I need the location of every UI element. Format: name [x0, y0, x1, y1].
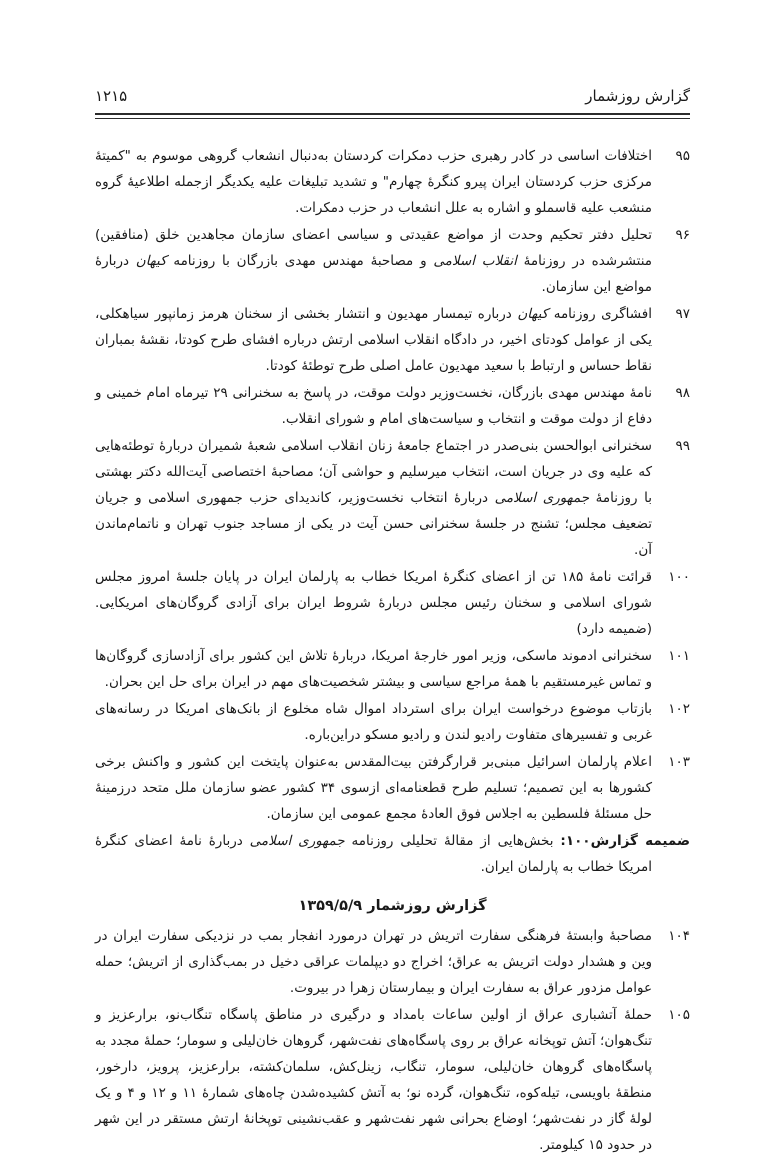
item-number: ۹۵ [675, 148, 690, 164]
text-segment: درباره تیمسار مهدیون و انتشار بخشی از سخنان هرمز زمانپور سیاهکلی، یکی از عوامل کودتای اخیر، در دادگاه انقلاب اسلامی ارتش درباره افشای طرح کودتا، نقشهٔ بمباران نقاط حساس و ارتباط با سعید مهدیون عامل اصلی طرح توطئهٔ کودتا. [95, 306, 652, 374]
header-rule [95, 113, 690, 119]
text-segment: تحلیل دفتر تحکیم وحدت از مواضع عقیدتی و سیاسی اعضای سازمان مجاهدین خلق (منافقین) منتشرشده در روزنامهٔ [95, 227, 652, 269]
section-heading: گزارش روزشمار ۱۳۵۹/۵/۹ [298, 898, 487, 914]
text-segment: و مصاحبهٔ مهندس مهدی بازرگان با روزنامه [166, 253, 434, 269]
report-item [95, 564, 690, 642]
text-segment: ضمیمه گزارش۱۰۰: [560, 833, 691, 849]
item-number: ۱۰۱ [668, 648, 690, 664]
text-segment: کیهان [135, 253, 167, 269]
text-segment: کیهان [517, 306, 549, 322]
text-segment: قرائت نامهٔ ۱۸۵ تن از اعضای کنگرهٔ امریکا خطاب به پارلمان ایران در پایان جلسهٔ امروز مجلس شورای اسلامی و سخنان رئیس مجلس دربارهٔ شروط ایران برای آزادی گروگان‌های امریکایی. (ضمیمه دارد) [95, 569, 652, 637]
appendix-entry [95, 828, 690, 880]
page-number: ۱۲۱۵ [95, 87, 128, 105]
text-segment: مصاحبهٔ وابستهٔ فرهنگی سفارت اتریش در تهران درمورد انفجار بمب در نزدیکی سفارت ایران در وین و هشدار دولت اتریش به عراق؛ اخراج دو دیپلمات عراقی دخیل در بمب‌گذاری از اتریش؛ حمله عوامل مزدور عراق به سفارت ایران و بیمارستان زهرا در بیروت. [95, 928, 652, 996]
item-number: ۱۰۰ [668, 569, 690, 585]
report-item [95, 923, 690, 1001]
text-segment: بخش‌هایی از مقالهٔ تحلیلی روزنامه [344, 833, 561, 849]
text-segment: جمهوری اسلامی [249, 833, 345, 849]
text-segment: جمهوری اسلامی [494, 490, 590, 506]
text-segment: نامهٔ مهندس مهدی بازرگان، نخست‌وزیر دولت موقت، در پاسخ به سخنرانی ۲۹ تیرماه امام خمینی و دفاع از دولت موقت و انتخاب و سیاست‌های امام و شورای انقلاب. [95, 385, 653, 427]
item-number: ۹۷ [675, 306, 690, 322]
text-segment: سخنرانی ادموند ماسکی، وزیر امور خارجهٔ امریکا، دربارهٔ تلاش این کشور برای آزادسازی گروگان‌ها و تماس غیرمستقیم با همهٔ مراجع سیاسی و بیشتر شخصیت‌های مهم در ایران برای حل این بحران. [95, 648, 652, 690]
report-item [95, 433, 690, 563]
report-item [95, 301, 690, 379]
text-segment: حملهٔ آتشباری عراق از اولین ساعات بامداد و درگیری در مناطق پاسگاه تنگاب‌نو، برارعزیز و تنگ‌هوان؛ آتش توپخانه عراق بر روی پاسگاه‌های نفت‌شهر، گروهان خان‌لیلی و سومار؛ حملهٔ مجدد به پاسگاه‌های گروهان خان‌لیلی، سومار، تنگاب، زینل‌کش، سلمان‌کشته، برارعزیز، پرویز، دارخور، منطقهٔ باویسی، تیله‌کوه، تنگ‌هوان، گرده نو؛ به آتش کشیده‌شدن چاه‌های شمارهٔ ۱۱ و ۱۲ و ۴ و یک لولهٔ گاز در نفت‌شهر؛ اوضاع بحرانی شهر نفت‌شهر و عقب‌نشینی توپخانهٔ ارتش مستقر در این شهر در حدود ۱۵ کیلومتر. [95, 1007, 652, 1153]
report-item [95, 643, 690, 695]
text-segment: انقلاب اسلامی [433, 253, 517, 269]
report-item [95, 696, 690, 748]
item-number: ۹۸ [675, 385, 691, 401]
text-segment: اعلام پارلمان اسرائیل مبنی‌بر قرارگرفتن بیت‌المقدس به‌عنوان پایتخت این کشور و واکنش برخی کشورها به این تصمیم؛ تسلیم طرح قطعنامه‌ای ازسوی ۳۴ کشور عضو سازمان ملل متحد درزمینهٔ حل مسئلهٔ فلسطین به اجلاس فوق العادهٔ مجمع عمومی این سازمان. [95, 754, 652, 822]
report-item [95, 1002, 690, 1158]
text-segment: دربارهٔ نامهٔ اعضای کنگرهٔ امریکا خطاب به پارلمان ایران. [95, 833, 652, 875]
running-header-title: گزارش روزشمار [585, 87, 690, 105]
text-segment: دربارهٔ مواضع این سازمان. [95, 253, 652, 295]
item-number: ۹۹ [675, 438, 690, 454]
running-header [95, 86, 690, 106]
text-segment: اختلافات اساسی در کادر رهبری حزب دمکرات کردستان به‌دنبال انشعاب گروهی موسوم به "کمیتهٔ مرکزی حزب کردستان ایران پیرو کنگرهٔ چهارم" و تشدید تبلیغات علیه یکدیگر ازجمله اطلاعیهٔ گروه منشعب علیه قاسملو و اشاره به علل انشعاب در حزب دمکرات. [95, 148, 652, 216]
item-number: ۱۰۳ [668, 754, 690, 770]
report-item [95, 749, 690, 827]
report-item [95, 143, 690, 221]
item-number: ۱۰۵ [668, 1007, 690, 1023]
item-number: ۱۰۲ [668, 701, 690, 717]
text-segment: سخنرانی ابوالحسن بنی‌صدر در اجتماع جامعهٔ زنان انقلاب اسلامی شعبهٔ شمیران دربارهٔ توطئه‌هایی که علیه وی در جریان است، انتخاب میرسلیم و حواشی آن؛ مصاحبهٔ اختصاصی آیت‌الله دکتر بهشتی با روزنامهٔ [95, 438, 652, 506]
entries [95, 143, 690, 1158]
text-segment: بازتاب موضوع درخواست ایران برای استرداد اموال شاه مخلوع از بانک‌های امریکا در رسانه‌های غربی و تفسیرهای متفاوت رادیو لندن و رادیو مسکو دراین‌باره. [95, 701, 652, 743]
item-number: ۱۰۴ [668, 928, 690, 944]
report-item [95, 380, 690, 432]
report-item [95, 222, 690, 300]
text-segment: دربارهٔ انتخاب نخست‌وزیر، کاندیدای حزب جمهوری اسلامی و جریان تضعیف مجلس؛ تشنج در جلسهٔ سخنرانی حسن آیت در یکی از مساجد جنوب تهران و ناتمام‌ماندن آن. [95, 490, 652, 558]
text-segment: افشاگری روزنامه [548, 306, 652, 322]
item-number: ۹۶ [675, 227, 690, 243]
